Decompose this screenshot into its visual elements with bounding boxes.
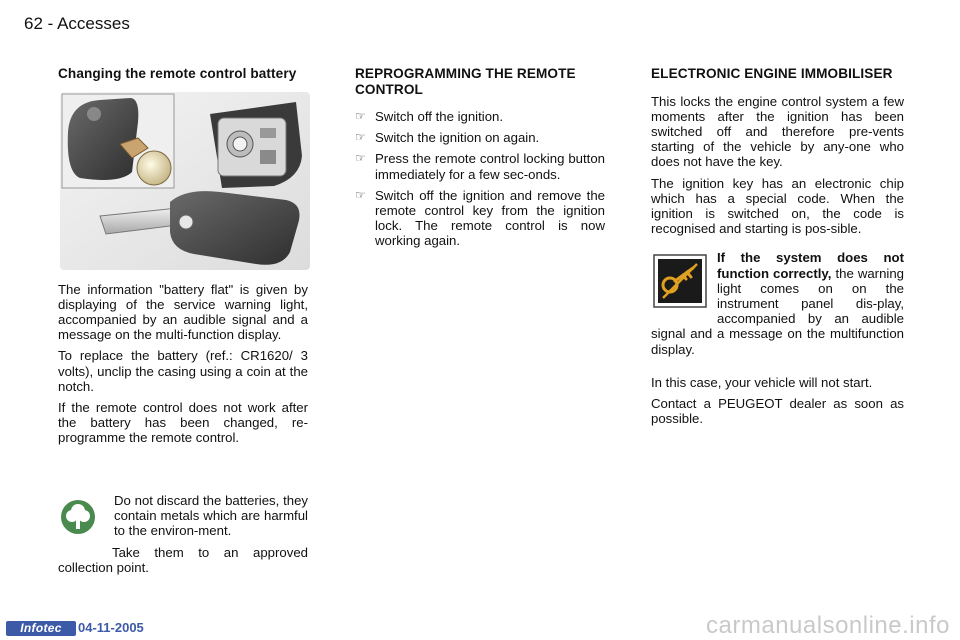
battery-paragraph: The information "battery flat" is given by displaying of the service warning light, accompanied by an audible signal and a message on the multi-function display. (58, 281, 308, 343)
battery-section (58, 66, 308, 452)
immobiliser-section (651, 66, 904, 432)
tree-environment-icon (60, 497, 96, 537)
pointing-hand-icon: ☞ (355, 187, 366, 202)
key-immobiliser-warning-icon (653, 254, 707, 308)
list-item: ☞ Switch the ignition on again. (355, 130, 540, 146)
battery-paragraph: To replace the battery (ref.: CR1620/ 3 volts), unclip the casing using a coin at the notch. (58, 348, 308, 394)
watermark: carmanualsonline.info (706, 612, 950, 639)
immobiliser-paragraph: Contact a PEUGEOT dealer as soon as possible. (651, 395, 904, 427)
list-item: ☞ Press the remote control locking button immediately for a few sec-onds. (355, 151, 605, 182)
eco-paragraph: Take them to an approved collection point. (58, 544, 308, 575)
immobiliser-paragraph: In this case, your vehicle will not start. (651, 374, 873, 390)
reprogramming-section (355, 66, 605, 255)
footer-date: 04-11-2005 (78, 620, 144, 635)
immobiliser-paragraph: This locks the engine control system a few moments after the ignition has been switched off and therefore pre-vents starting of the vehicle by any-one who does not have the key. (651, 93, 904, 170)
infotec-logo: Infotec (6, 621, 76, 636)
battery-paragraph: If the remote control does not work after the battery has been changed, re-programme the remote control. (58, 399, 308, 446)
immobiliser-title: ELECTRONIC ENGINE IMMOBILISER (651, 66, 893, 81)
list-item: ☞ Switch off the ignition. (355, 109, 504, 124)
pointing-hand-icon: ☞ (355, 109, 366, 123)
pointing-hand-icon: ☞ (355, 151, 366, 166)
list-item: ☞ Switch off the ignition and remove the remote control key from the ignition lock. The remote control is now working again. (355, 187, 605, 249)
reprogramming-steps (355, 109, 605, 249)
reprogramming-title: REPROGRAMMING THE REMOTE CONTROL (355, 66, 576, 97)
page-title: 62 - Accesses (24, 14, 130, 33)
immobiliser-paragraph: The ignition key has an electronic chip which has a special code. When the ignition is switched on, the code is recognised and starting is pos-sible. (651, 175, 904, 237)
immobiliser-warning (651, 250, 904, 356)
environment-note (58, 493, 308, 581)
remote-key-photo (60, 92, 310, 270)
eco-paragraph: Do not discard the batteries, they contain metals which are harmful to the environ-ment. (114, 493, 308, 539)
battery-title: Changing the remote control battery (58, 66, 297, 81)
warning-lead: If the system does not function correctly, (717, 250, 904, 281)
warning-text: the warning light comes on on the instrument panel dis-play, accompanied by an audible signal and a message on the multifunction display. (651, 265, 904, 357)
pointing-hand-icon: ☞ (355, 130, 366, 145)
